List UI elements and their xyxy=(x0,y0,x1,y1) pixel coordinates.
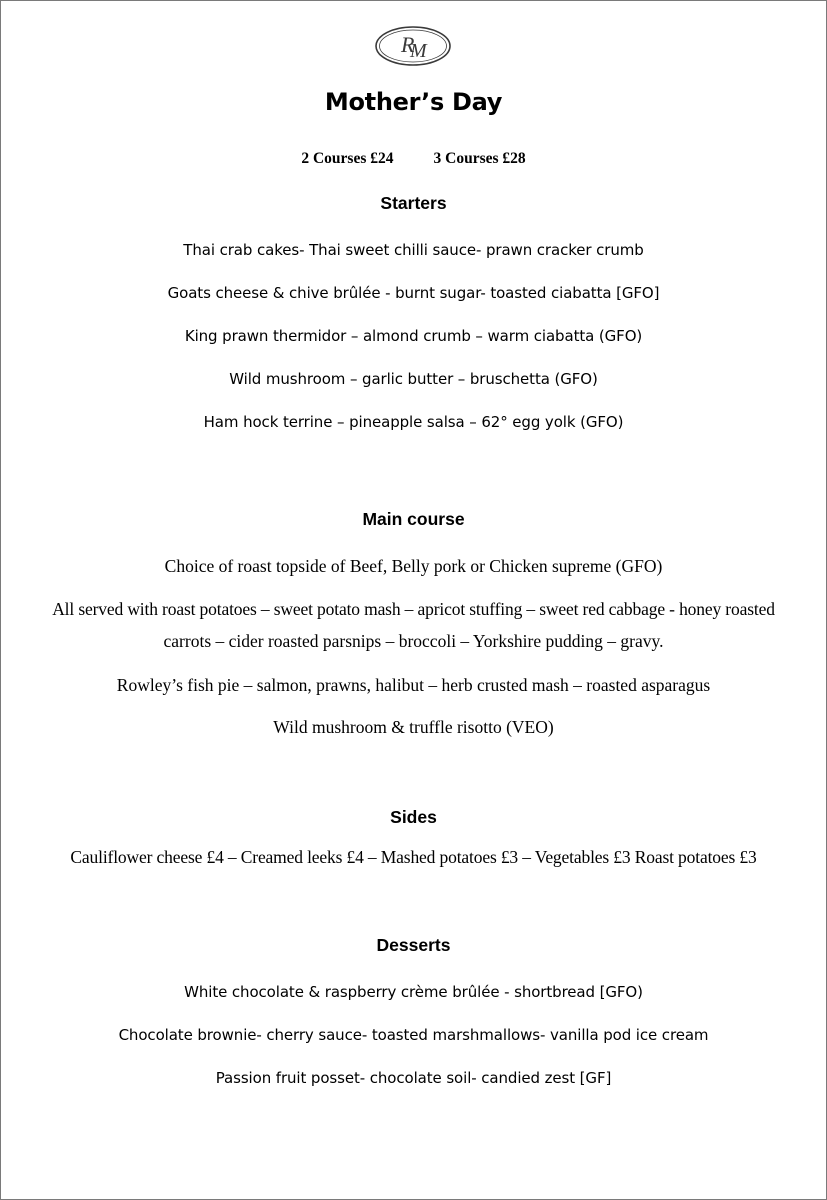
dessert-item: White chocolate & raspberry crème brûlée - shortbread [GFO) xyxy=(184,983,643,1001)
dessert-item: Chocolate brownie- cherry sauce- toasted marshmallows- vanilla pod ice cream xyxy=(118,1026,709,1044)
starter-item: Wild mushroom – garlic butter – bruschetta (GFO) xyxy=(229,370,598,388)
starter-item: Thai crab cakes- Thai sweet chilli sauce- prawn cracker crumb xyxy=(183,241,644,259)
svg-text:R: R xyxy=(401,32,415,57)
menu-title: Mother’s Day xyxy=(324,88,503,116)
course-prices xyxy=(0,149,827,169)
two-courses-price: 2 Courses £24 xyxy=(301,150,394,167)
main-course-item: carrots – cider roasted parsnips – broccoli – Yorkshire pudding – gravy. xyxy=(163,631,664,651)
three-courses-price: 3 Courses £28 xyxy=(433,150,526,167)
sides-heading: Sides xyxy=(390,807,437,827)
desserts-heading: Desserts xyxy=(376,935,451,955)
main-course-item: Wild mushroom & truffle risotto (VEO) xyxy=(273,717,554,737)
dessert-item: Passion fruit posset- chocolate soil- candied zest [GF] xyxy=(215,1069,612,1087)
starters-heading: Starters xyxy=(380,193,447,213)
svg-text:M: M xyxy=(410,40,427,62)
starter-item: King prawn thermidor – almond crumb – warm ciabatta (GFO) xyxy=(184,327,643,345)
main-course-item: Choice of roast topside of Beef, Belly pork or Chicken supreme (GFO) xyxy=(164,556,663,576)
rm-monogram-logo xyxy=(374,25,452,67)
starter-item: Goats cheese & chive brûlée - burnt sugar- toasted ciabatta [GFO] xyxy=(167,284,660,302)
side-item: Cauliflower cheese £4 – Creamed leeks £4 – Mashed potatoes £3 – Vegetables £3 Roast potatoes £3 xyxy=(70,847,757,867)
main-course-item: All served with roast potatoes – sweet potato mash – apricot stuffing – sweet red cabbage - honey roasted xyxy=(52,599,775,619)
main-course-heading: Main course xyxy=(362,509,465,529)
starter-item: Ham hock terrine – pineapple salsa – 62° egg yolk (GFO) xyxy=(203,413,624,431)
main-course-item: Rowley’s fish pie – salmon, prawns, halibut – herb crusted mash – roasted asparagus xyxy=(116,675,711,695)
